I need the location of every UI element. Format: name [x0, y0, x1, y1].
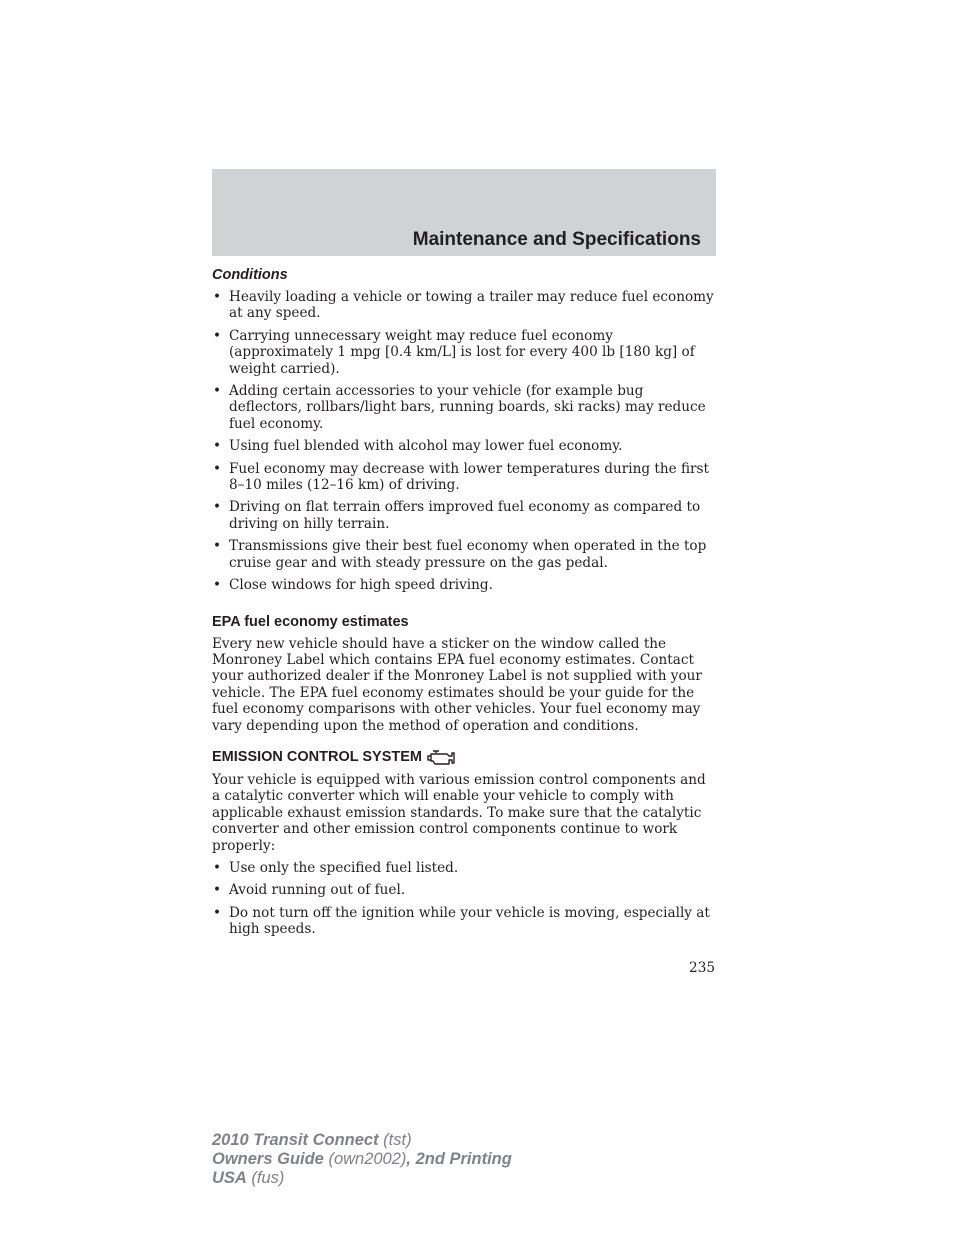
emission-heading-row: [212, 747, 718, 767]
list-item: [212, 438, 718, 454]
conditions-heading: Conditions: [212, 267, 288, 283]
bullet-icon: •: [213, 499, 222, 516]
list-item-text: Do not turn off the ignition while your vehicle is moving, especially at high speeds.: [229, 904, 710, 938]
list-item-text: Heavily loading a vehicle or towing a trailer may reduce fuel economy at any speed.: [229, 289, 714, 322]
emission-paragraph: Your vehicle is equipped with various emission control components and a catalytic converter which will enable your vehicle to comply with applicable exhaust emission standards. To make sure that the catalytic converter and other emission control components continue to work properly:: [212, 771, 706, 854]
list-item-text: Avoid running out of fuel.: [229, 882, 406, 899]
bullet-icon: •: [213, 538, 222, 555]
bullet-icon: •: [213, 577, 222, 594]
page-number: 235: [689, 960, 715, 976]
footer-guide: Owners Guide: [212, 1150, 324, 1168]
footer-line-3: [212, 1169, 512, 1188]
document-footer: [212, 1131, 512, 1188]
list-item-text: Use only the specified fuel listed.: [229, 859, 459, 876]
bullet-icon: •: [213, 882, 222, 899]
bullet-icon: •: [213, 460, 222, 477]
list-item: [212, 383, 718, 432]
section-header-band: [212, 169, 716, 256]
bullet-icon: •: [213, 383, 222, 400]
list-item: [212, 860, 718, 876]
bullet-icon: •: [213, 289, 222, 305]
bullet-icon: •: [213, 327, 222, 344]
section-title: Maintenance and Specifications: [412, 229, 701, 250]
emission-heading: EMISSION CONTROL SYSTEM: [212, 748, 423, 765]
list-item: [212, 289, 718, 322]
list-item: [212, 461, 718, 494]
emission-list: [212, 860, 718, 938]
footer-model-code: (tst): [378, 1131, 412, 1149]
epa-heading: EPA fuel economy estimates: [212, 613, 409, 630]
list-item-text: Transmissions give their best fuel economy when operated in the top cruise gear and with steady pressure on the gas pedal.: [229, 538, 707, 571]
list-item-text: Fuel economy may decrease with lower temperatures during the first 8–10 miles (12–16 km) of driving.: [229, 460, 709, 494]
engine-icon: [426, 747, 458, 767]
epa-paragraph: Every new vehicle should have a sticker on the window called the Monroney Label which contains EPA fuel economy estimates. Contact your authorized dealer if the Monroney Label is not supplied with your vehicle. The EPA fuel economy estimates should be your guide for the fuel economy comparisons with other vehicles. Your fuel economy may vary depending upon the method of operation and conditions.: [212, 635, 702, 734]
page-content: [212, 266, 718, 944]
list-item: [212, 905, 718, 938]
footer-line-1: [212, 1131, 512, 1150]
list-item: [212, 882, 718, 898]
list-item-text: Driving on flat terrain offers improved fuel economy as compared to driving on hilly terrain.: [229, 499, 701, 532]
footer-line-2: [212, 1150, 512, 1169]
footer-market-code: (fus): [246, 1169, 285, 1187]
list-item: [212, 499, 718, 532]
bullet-icon: •: [213, 904, 222, 921]
list-item-text: Using fuel blended with alcohol may lower fuel economy.: [229, 438, 623, 455]
footer-market: USA: [212, 1169, 247, 1187]
list-item: [212, 538, 718, 571]
list-item-text: Close windows for high speed driving.: [229, 577, 493, 594]
bullet-icon: •: [213, 859, 222, 876]
footer-printing: , 2nd Printing: [406, 1150, 512, 1168]
footer-guide-code: (own2002): [323, 1150, 407, 1168]
footer-model: 2010 Transit Connect: [212, 1131, 379, 1149]
list-item: [212, 328, 718, 377]
conditions-list: [212, 289, 718, 594]
list-item-text: Carrying unnecessary weight may reduce fuel economy (approximately 1 mpg [0.4 km/L] is lost for every 400 lb [180 kg] of weight carried).: [229, 327, 695, 377]
bullet-icon: •: [213, 438, 222, 455]
list-item-text: Adding certain accessories to your vehicle (for example bug deflectors, rollbars/light bars, running boards, ski racks) may reduce fuel economy.: [229, 383, 706, 432]
list-item: [212, 577, 718, 593]
